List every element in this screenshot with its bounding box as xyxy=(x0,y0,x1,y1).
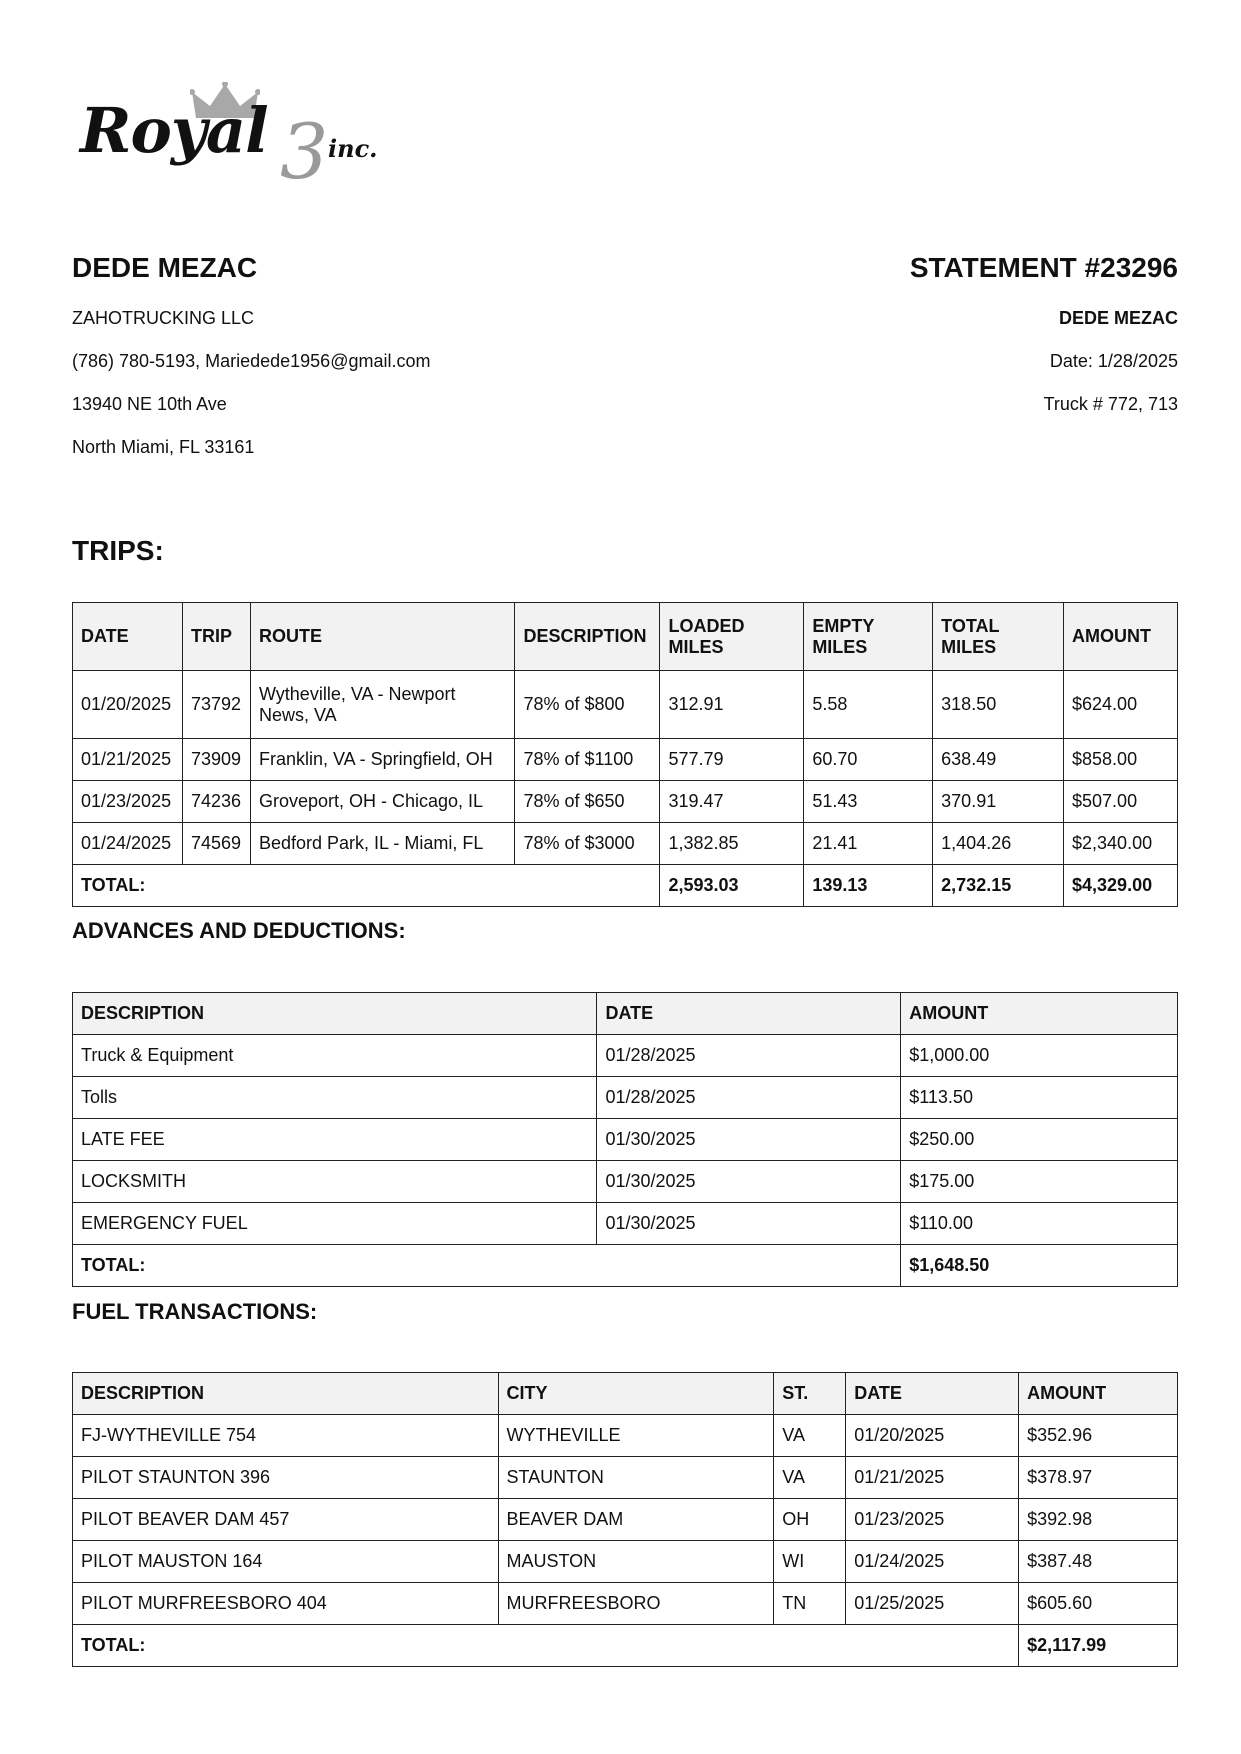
table-row xyxy=(73,1415,1178,1457)
table-cell: 01/21/2025 xyxy=(73,739,183,781)
table-cell: MAUSTON xyxy=(498,1541,774,1583)
total-label: TOTAL: xyxy=(73,1245,901,1287)
fuel-table xyxy=(72,1372,1178,1667)
statement-page xyxy=(72,0,1178,1754)
table-cell: 73792 xyxy=(182,671,250,739)
payee-name: DEDE MEZAC xyxy=(72,252,258,283)
table-cell: 577.79 xyxy=(660,739,804,781)
table-cell: 78% of $650 xyxy=(515,781,660,823)
fuel-heading: FUEL TRANSACTIONS: xyxy=(72,1299,318,1324)
trips-total-row xyxy=(73,865,1178,907)
table-row xyxy=(73,1203,1178,1245)
statement-title: STATEMENT #23296 xyxy=(909,252,1178,283)
column-header: AMOUNT xyxy=(901,993,1178,1035)
table-cell: 01/28/2025 xyxy=(597,1077,901,1119)
table-cell: 78% of $800 xyxy=(515,671,660,739)
table-cell: $2,340.00 xyxy=(1064,823,1178,865)
table-cell: VA xyxy=(774,1415,846,1457)
table-cell: 01/20/2025 xyxy=(846,1415,1019,1457)
table-cell: PILOT STAUNTON 396 xyxy=(73,1457,499,1499)
table-cell: 01/30/2025 xyxy=(597,1119,901,1161)
column-header: CITY xyxy=(498,1373,774,1415)
payee-address-line2: North Miami, FL 33161 xyxy=(72,437,255,457)
table-row xyxy=(73,1583,1178,1625)
table-cell: 01/23/2025 xyxy=(846,1499,1019,1541)
table-row xyxy=(73,1119,1178,1161)
table-cell: WYTHEVILLE xyxy=(498,1415,774,1457)
total-label: TOTAL: xyxy=(73,865,660,907)
table-cell: 60.70 xyxy=(804,739,933,781)
table-cell: Wytheville, VA - Newport News, VA xyxy=(250,671,515,739)
trips-heading: TRIPS: xyxy=(72,535,164,566)
payee-contact: (786) 780-5193, Mariedede1956@gmail.com xyxy=(72,351,431,371)
column-header: DESCRIPTION xyxy=(515,603,660,671)
table-cell: $387.48 xyxy=(1019,1541,1178,1583)
column-header: DATE xyxy=(73,603,183,671)
total-miles: 2,732.15 xyxy=(933,865,1064,907)
table-cell: 01/23/2025 xyxy=(73,781,183,823)
table-cell: OH xyxy=(774,1499,846,1541)
table-cell: $113.50 xyxy=(901,1077,1178,1119)
column-header: ROUTE xyxy=(250,603,515,671)
advances-heading: ADVANCES AND DEDUCTIONS: xyxy=(72,918,406,943)
table-cell: MURFREESBORO xyxy=(498,1583,774,1625)
table-cell: 638.49 xyxy=(933,739,1064,781)
payee-address-line1: 13940 NE 10th Ave xyxy=(72,394,227,414)
table-cell: FJ-WYTHEVILLE 754 xyxy=(73,1415,499,1457)
column-header: DESCRIPTION xyxy=(73,1373,499,1415)
table-cell: Groveport, OH - Chicago, IL xyxy=(250,781,515,823)
logo-wordmark: Royal xyxy=(80,94,268,167)
statement-date: Date: 1/28/2025 xyxy=(1049,351,1178,371)
statement-truck: Truck # 772, 713 xyxy=(1043,394,1178,414)
table-cell: 01/30/2025 xyxy=(597,1203,901,1245)
table-row xyxy=(73,739,1178,781)
table-cell: 370.91 xyxy=(933,781,1064,823)
table-cell: $624.00 xyxy=(1064,671,1178,739)
table-cell: 01/25/2025 xyxy=(846,1583,1019,1625)
table-row xyxy=(73,1541,1178,1583)
table-row xyxy=(73,781,1178,823)
table-cell: PILOT MURFREESBORO 404 xyxy=(73,1583,499,1625)
column-header: EMPTY MILES xyxy=(804,603,933,671)
table-cell: $392.98 xyxy=(1019,1499,1178,1541)
table-row xyxy=(73,1035,1178,1077)
trips-header-row xyxy=(73,603,1178,671)
column-header: AMOUNT xyxy=(1064,603,1178,671)
table-cell: LATE FEE xyxy=(73,1119,597,1161)
column-header: AMOUNT xyxy=(1019,1373,1178,1415)
table-cell: PILOT BEAVER DAM 457 xyxy=(73,1499,499,1541)
table-cell: 51.43 xyxy=(804,781,933,823)
table-cell: Franklin, VA - Springfield, OH xyxy=(250,739,515,781)
table-cell: $858.00 xyxy=(1064,739,1178,781)
table-cell: $605.60 xyxy=(1019,1583,1178,1625)
table-cell: 1,382.85 xyxy=(660,823,804,865)
payee-company: ZAHOTRUCKING LLC xyxy=(72,308,255,328)
table-cell: $378.97 xyxy=(1019,1457,1178,1499)
table-cell: WI xyxy=(774,1541,846,1583)
table-cell: 312.91 xyxy=(660,671,804,739)
table-row xyxy=(73,1457,1178,1499)
column-header: DATE xyxy=(597,993,901,1035)
table-cell: 78% of $3000 xyxy=(515,823,660,865)
table-cell: 01/24/2025 xyxy=(846,1541,1019,1583)
logo-number: 3 xyxy=(280,107,329,196)
table-cell: Tolls xyxy=(73,1077,597,1119)
table-cell: BEAVER DAM xyxy=(498,1499,774,1541)
table-cell: 78% of $1100 xyxy=(515,739,660,781)
table-cell: PILOT MAUSTON 164 xyxy=(73,1541,499,1583)
table-cell: 1,404.26 xyxy=(933,823,1064,865)
table-cell: $250.00 xyxy=(901,1119,1178,1161)
table-cell: 74236 xyxy=(182,781,250,823)
trips-table xyxy=(72,602,1178,907)
column-header: TOTAL MILES xyxy=(933,603,1064,671)
fuel-total-row xyxy=(73,1625,1178,1667)
table-row xyxy=(73,1499,1178,1541)
table-cell: 01/30/2025 xyxy=(597,1161,901,1203)
table-cell: LOCKSMITH xyxy=(73,1161,597,1203)
statement-recipient: DEDE MEZAC xyxy=(1058,308,1178,328)
table-cell: Bedford Park, IL - Miami, FL xyxy=(250,823,515,865)
column-header: DATE xyxy=(846,1373,1019,1415)
table-row xyxy=(73,1077,1178,1119)
table-row xyxy=(73,823,1178,865)
table-cell: EMERGENCY FUEL xyxy=(73,1203,597,1245)
total-empty-miles: 139.13 xyxy=(804,865,933,907)
column-header: DESCRIPTION xyxy=(73,993,597,1035)
column-header: ST. xyxy=(774,1373,846,1415)
column-header: TRIP xyxy=(182,603,250,671)
company-logo xyxy=(80,82,380,196)
table-cell: 5.58 xyxy=(804,671,933,739)
table-cell: $175.00 xyxy=(901,1161,1178,1203)
table-row xyxy=(73,1161,1178,1203)
advances-total-row xyxy=(73,1245,1178,1287)
table-cell: 73909 xyxy=(182,739,250,781)
total-amount: $2,117.99 xyxy=(1019,1625,1178,1667)
advances-header-row xyxy=(73,993,1178,1035)
table-cell: $1,000.00 xyxy=(901,1035,1178,1077)
table-cell: $507.00 xyxy=(1064,781,1178,823)
table-cell: 318.50 xyxy=(933,671,1064,739)
total-amount: $1,648.50 xyxy=(901,1245,1178,1287)
column-header: LOADED MILES xyxy=(660,603,804,671)
table-cell: $110.00 xyxy=(901,1203,1178,1245)
table-row xyxy=(73,671,1178,739)
table-cell: 01/28/2025 xyxy=(597,1035,901,1077)
table-cell: STAUNTON xyxy=(498,1457,774,1499)
advances-table xyxy=(72,992,1178,1287)
total-loaded-miles: 2,593.03 xyxy=(660,865,804,907)
table-cell: 74569 xyxy=(182,823,250,865)
table-cell: TN xyxy=(774,1583,846,1625)
table-cell: 319.47 xyxy=(660,781,804,823)
table-cell: Truck & Equipment xyxy=(73,1035,597,1077)
fuel-header-row xyxy=(73,1373,1178,1415)
logo-suffix: inc. xyxy=(328,134,378,163)
total-label: TOTAL: xyxy=(73,1625,1019,1667)
total-amount: $4,329.00 xyxy=(1064,865,1178,907)
table-cell: 01/24/2025 xyxy=(73,823,183,865)
table-cell: 21.41 xyxy=(804,823,933,865)
table-cell: $352.96 xyxy=(1019,1415,1178,1457)
table-cell: 01/21/2025 xyxy=(846,1457,1019,1499)
table-cell: VA xyxy=(774,1457,846,1499)
table-cell: 01/20/2025 xyxy=(73,671,183,739)
